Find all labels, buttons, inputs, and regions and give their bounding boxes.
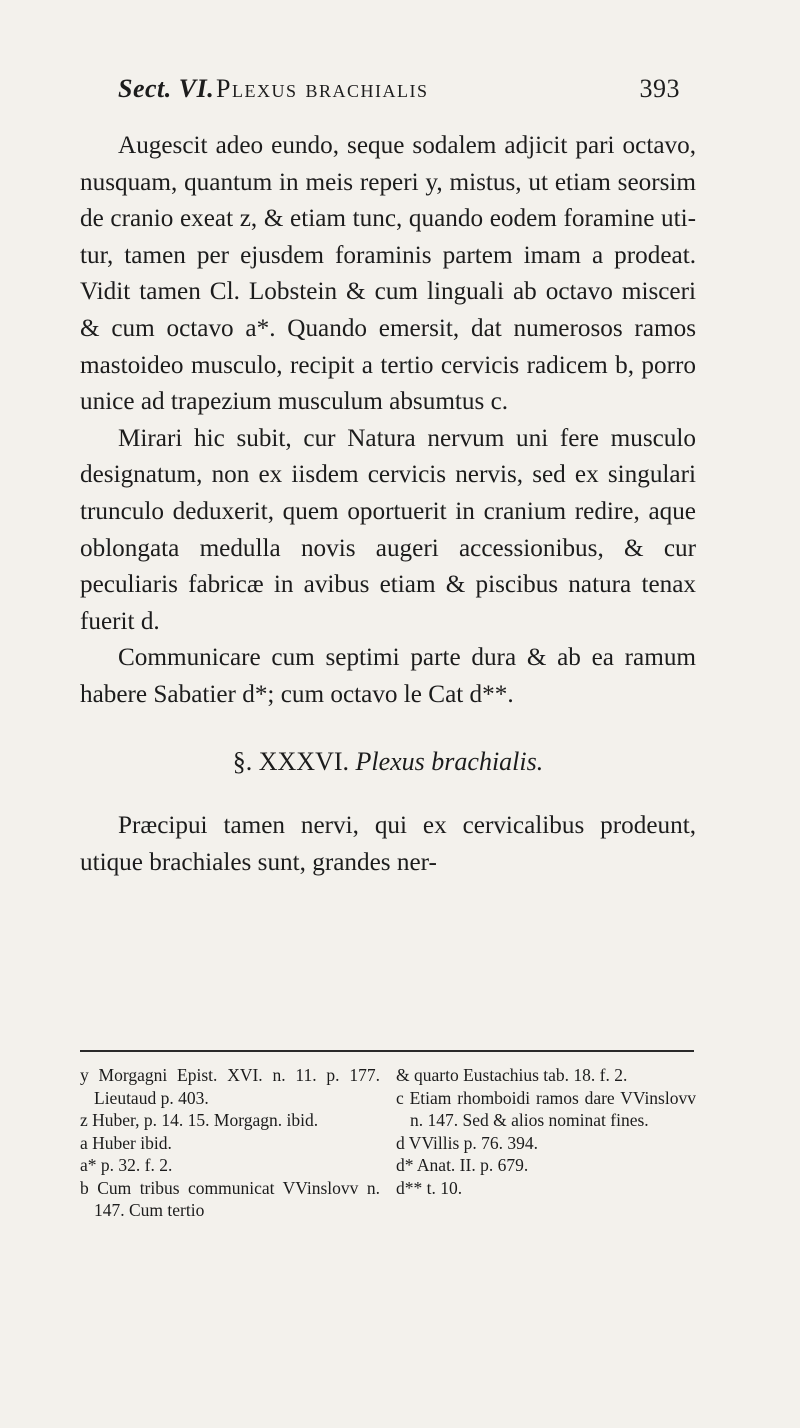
- footnote-d-star: d* Anat. II. p. 679.: [396, 1155, 529, 1175]
- footnote-c: c Etiam rhomboidi ramos dare VVinslovv n. 147. Sed & alios nominat fines.: [396, 1087, 696, 1130]
- footnote-a-star: a* p. 32. f. 2.: [80, 1155, 173, 1175]
- footnote-d: d VVillis p. 76. 394.: [396, 1132, 539, 1153]
- footnotes-right-column: [396, 1064, 696, 1199]
- paragraph-4: Præcipui tamen nervi, qui ex cervicalibus prodeunt, utique brachiales sunt, grandes ner-: [80, 812, 696, 876]
- footnote-b-continued: & quarto Eustachius tab. 18. f. 2.: [396, 1065, 628, 1085]
- paragraph-1: Augescit adeo eundo, seque sodalem adjicit pari octavo, nusquam, quantum in meis reperi y, mistus, ut etiam seorsim de cranio exeat z, & etiam tunc, quando eodem foramine utitur, tamen per ejusdem foraminis partem imam a prodeat. Vidit tamen Cl. Lobstein & cum linguali ab octavo misceri & cum octavo a*. Quando emersit, dat numerosos ramos mastoideo musculo, recipit a tertio cervicis radicem b, porro unice ad trapezium musculum absumtus c.: [80, 132, 696, 416]
- header-section: Sect. VI.: [118, 74, 215, 103]
- page-number: 393: [639, 74, 680, 103]
- main-text: [80, 128, 696, 881]
- header-title: Plexus brachialis: [216, 74, 429, 103]
- footnote-d-double-star: d** t. 10.: [396, 1177, 463, 1198]
- section-heading: [80, 744, 696, 781]
- running-header: [118, 74, 678, 114]
- paragraph-2: Mirari hic subit, cur Natura nervum uni fere musculo designatum, non ex iisdem cervicis nervis, sed ex singulari trunculo deduxerit, quem oportuerit in cranium redire, aque oblongata medulla novis augeri accessionibus, & cur peculiaris fabricæ in avibus etiam & piscibus natura tenax fuerit d.: [80, 424, 696, 635]
- section-title: Plexus brachialis.: [355, 746, 544, 776]
- footnote-divider: [80, 1050, 694, 1052]
- footnote-a: a Huber ibid.: [80, 1132, 172, 1153]
- footnote-z: z Huber, p. 14. 15. Morgagn. ibid.: [80, 1110, 319, 1130]
- paragraph-3: Communicare cum septimi parte dura & ab ea ramum habere Sabatier d*; cum octavo le Cat d**.: [80, 644, 696, 708]
- section-number: §. XXXVI.: [232, 746, 349, 776]
- footnotes-left-column: [80, 1064, 380, 1222]
- footnote-y: y Morgagni Epist. XVI. n. 11. p. 177. Lieutaud p. 403.: [80, 1065, 380, 1108]
- footnote-b: b Cum tribus communicat VVinslovv n. 147. Cum tertio: [80, 1177, 380, 1220]
